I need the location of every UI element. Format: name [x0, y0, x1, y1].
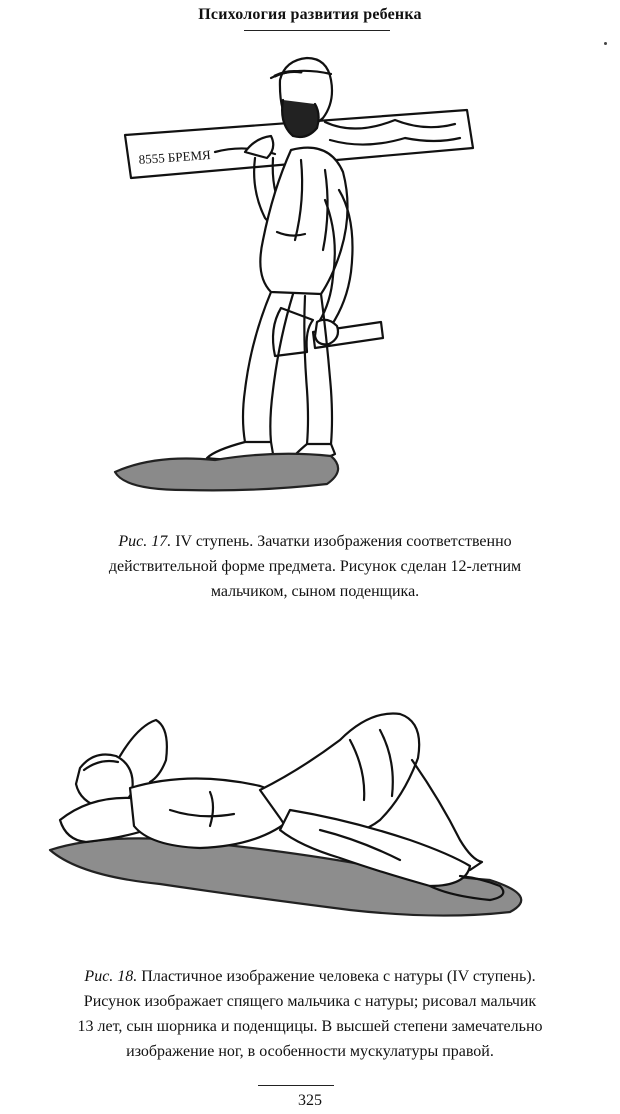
caption-lead: Рис. 18.: [84, 968, 138, 985]
page-number: 325: [298, 1092, 322, 1109]
board-lettering: 8555 БРЕМЯ: [138, 146, 212, 167]
header-rule: [244, 30, 390, 31]
standing-man-illustration: [95, 40, 515, 505]
caption-line: мальчиком, сыном поденщика.: [210, 583, 420, 600]
running-head: Психология развития ребенка: [198, 6, 422, 23]
figure-17-caption: [15, 529, 615, 604]
caption-line: Рисунок изображает спящего мальчика с натуры; рисовал мальчик: [83, 993, 537, 1010]
sleeping-boy-illustration: [20, 700, 580, 930]
caption-line: изображение ног, в особенности мускулатуры правой.: [126, 1043, 494, 1060]
figure-18-drawing: [20, 700, 580, 930]
margin-speck: [604, 42, 607, 45]
caption-text: IV ступень. Зачатки изображения соответственно: [175, 533, 512, 550]
caption-line: действительной форме предмета. Рисунок сделан 12-летним: [108, 558, 522, 575]
caption-text: Пластичное изображение человека с натуры (IV ступень).: [141, 968, 536, 985]
caption-line: 13 лет, сын шорника и поденщицы. В высшей степени замечательно: [77, 1018, 543, 1035]
caption-lead: Рис. 17.: [118, 533, 172, 550]
figure-17-drawing: [95, 40, 515, 505]
footer-rule: [258, 1085, 334, 1086]
figure-18-caption: [0, 964, 620, 1064]
caption-line: [15, 529, 615, 554]
caption-line: [0, 964, 620, 989]
